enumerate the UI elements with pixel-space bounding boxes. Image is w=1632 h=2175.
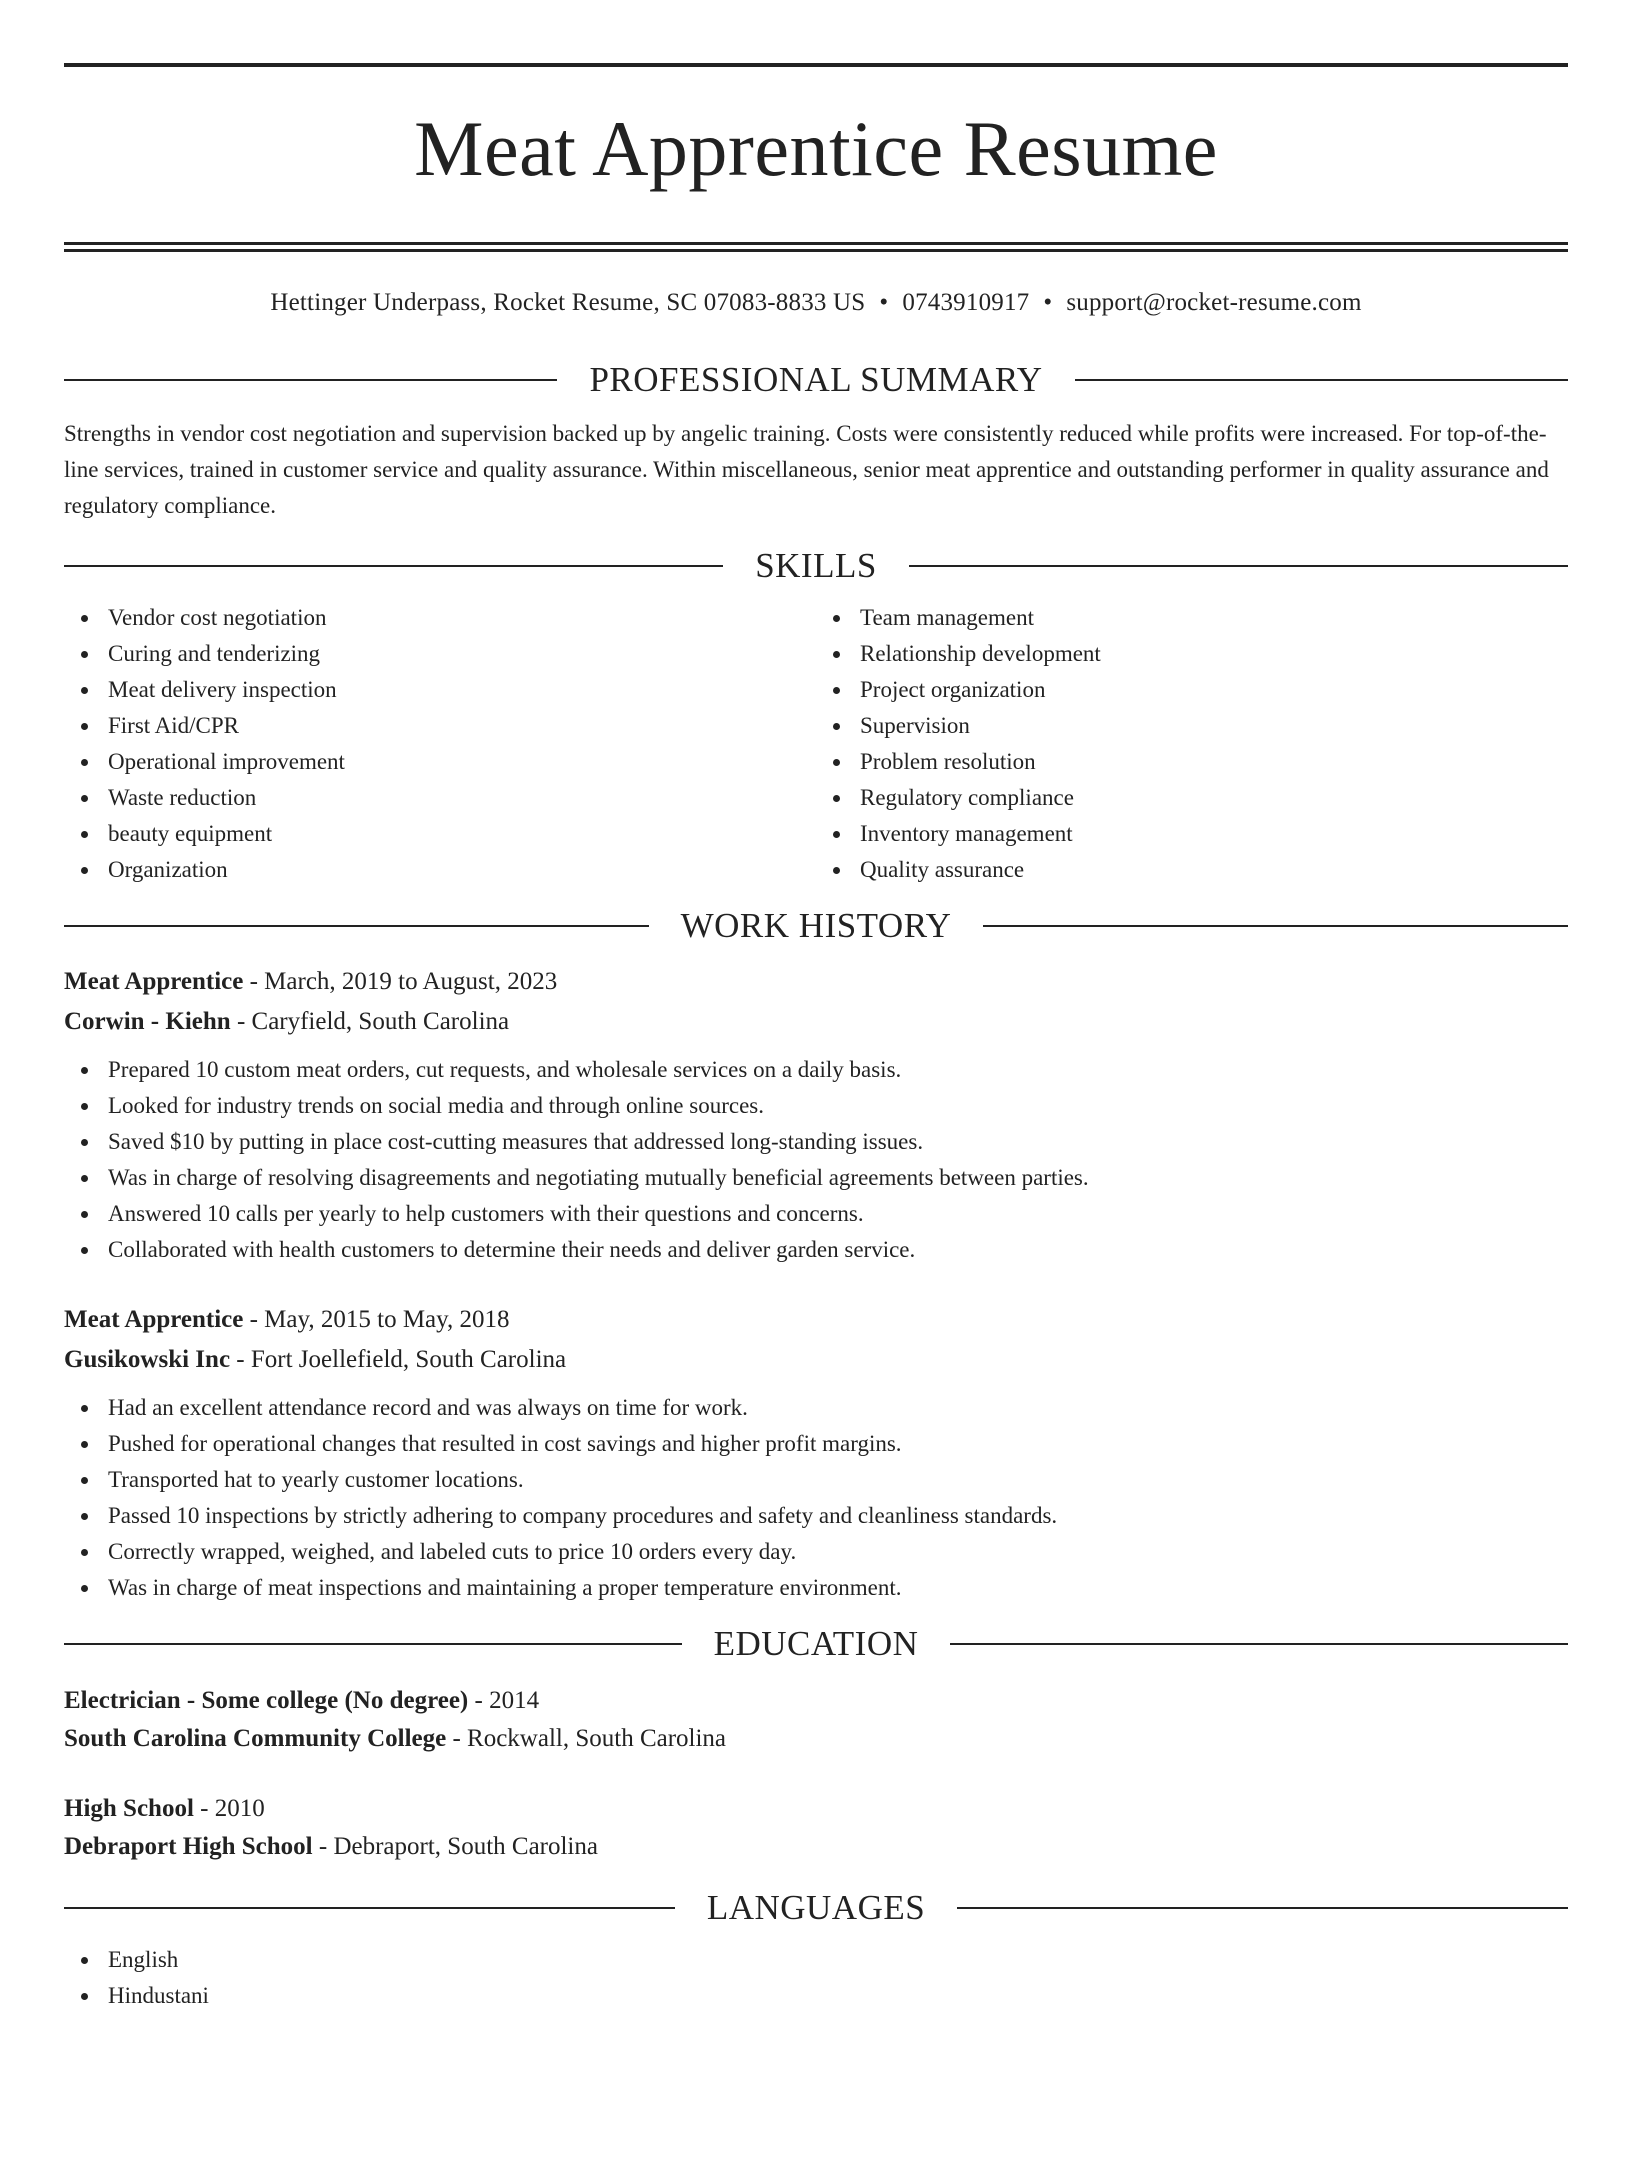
job-entry (64, 962, 1568, 1268)
languages-section-header (64, 1886, 1568, 1930)
section-rule (64, 925, 649, 927)
summary-section-header (64, 358, 1568, 402)
skill-item: Relationship development (816, 636, 1568, 672)
skills-list (64, 600, 1568, 888)
languages-heading: LANGUAGES (706, 1888, 926, 1927)
duty-item: Saved $10 by putting in place cost-cutting measures that addressed long-standing issues. (64, 1124, 1568, 1160)
duty-item: Transported hat to yearly customer locations. (64, 1462, 1568, 1498)
education-entry (64, 1682, 1568, 1758)
duty-item: Collaborated with health customers to determine their needs and deliver garden service. (64, 1232, 1568, 1268)
section-rule (64, 1643, 682, 1645)
contact-separator: • (879, 289, 889, 316)
duty-item: Had an excellent attendance record and was always on time for work. (64, 1390, 1568, 1426)
page-title: Meat Apprentice Resume (414, 105, 1218, 192)
contact-phone: 0743910917 (902, 289, 1030, 316)
skill-item: Vendor cost negotiation (64, 600, 816, 636)
education-section-header (64, 1622, 1568, 1666)
education-degree: High School (64, 1795, 194, 1822)
skill-item: beauty equipment (64, 816, 816, 852)
skills-section-header (64, 544, 1568, 588)
skill-item: Quality assurance (816, 852, 1568, 888)
languages-list (64, 1942, 1568, 2014)
education-school: South Carolina Community College (64, 1725, 447, 1752)
education-degree-line (64, 1682, 1568, 1720)
job-location: - Fort Joellefield, South Carolina (230, 1346, 567, 1373)
top-rule (64, 63, 1568, 67)
duty-item: Looked for industry trends on social media and through online sources. (64, 1088, 1568, 1124)
skill-item: Project organization (816, 672, 1568, 708)
duty-item: Pushed for operational changes that resulted in cost savings and higher profit margins. (64, 1426, 1568, 1462)
skill-item: Supervision (816, 708, 1568, 744)
job-dates: - May, 2015 to May, 2018 (243, 1306, 510, 1333)
job-company-line (64, 1002, 1568, 1042)
contact-email: support@rocket-resume.com (1066, 289, 1362, 316)
section-rule (64, 379, 557, 381)
skill-item: Operational improvement (64, 744, 816, 780)
skill-item: Regulatory compliance (816, 780, 1568, 816)
language-item: Hindustani (64, 1978, 1568, 2014)
education-heading: EDUCATION (713, 1624, 919, 1663)
job-title-line (64, 962, 1568, 1002)
duty-item: Was in charge of resolving disagreements and negotiating mutually beneficial agreements between parties. (64, 1160, 1568, 1196)
education-school: Debraport High School (64, 1833, 313, 1860)
skills-column-left (64, 600, 816, 888)
section-rule (64, 565, 723, 567)
job-title-line (64, 1300, 1568, 1340)
job-duties (64, 1390, 1568, 1606)
section-rule (64, 1907, 675, 1909)
skill-item: Inventory management (816, 816, 1568, 852)
education-school-line (64, 1828, 1568, 1866)
education-location: - Rockwall, South Carolina (446, 1725, 727, 1752)
education-location: - Debraport, South Carolina (312, 1833, 598, 1860)
section-rule (950, 1643, 1568, 1645)
duty-item: Answered 10 calls per yearly to help customers with their questions and concerns. (64, 1196, 1568, 1232)
contact-address: Hettinger Underpass, Rocket Resume, SC 07083-8833 US (270, 289, 866, 316)
skill-item: Waste reduction (64, 780, 816, 816)
skill-item: Curing and tenderizing (64, 636, 816, 672)
skills-heading: SKILLS (755, 546, 877, 585)
duty-item: Prepared 10 custom meat orders, cut requests, and wholesale services on a daily basis. (64, 1052, 1568, 1088)
education-degree: Electrician - Some college (No degree) (64, 1687, 469, 1714)
job-company: Corwin - Kiehn (64, 1008, 231, 1035)
summary-heading: PROFESSIONAL SUMMARY (589, 360, 1043, 399)
skill-item: First Aid/CPR (64, 708, 816, 744)
education-year: - 2010 (193, 1795, 265, 1822)
education-entry (64, 1790, 1568, 1866)
section-rule (957, 1907, 1568, 1909)
skill-item: Problem resolution (816, 744, 1568, 780)
contact-line (64, 287, 1568, 319)
education-degree-line (64, 1790, 1568, 1828)
contact-separator: • (1043, 289, 1053, 316)
job-duties (64, 1052, 1568, 1268)
skills-column-right (816, 600, 1568, 888)
skill-item: Team management (816, 600, 1568, 636)
job-location: - Caryfield, South Carolina (230, 1008, 510, 1035)
job-title: Meat Apprentice (64, 1306, 244, 1333)
job-title: Meat Apprentice (64, 968, 244, 995)
title-double-rule (64, 242, 1568, 252)
work-section-header (64, 904, 1568, 948)
job-entry (64, 1300, 1568, 1606)
section-rule (1075, 379, 1568, 381)
language-item: English (64, 1942, 1568, 1978)
summary-text: Strengths in vendor cost negotiation and supervision backed up by angelic training. Costs were consistently reduced while profits were increased. For top-of-the-line services, trained in customer service and quality assurance. Within miscellaneous, senior meat apprentice and outstanding performer in quality assurance and regulatory compliance. (64, 421, 1549, 518)
resume-page (0, 63, 1632, 2175)
job-dates: - March, 2019 to August, 2023 (243, 968, 558, 995)
duty-item: Passed 10 inspections by strictly adhering to company procedures and safety and cleanliness standards. (64, 1498, 1568, 1534)
job-company-line (64, 1340, 1568, 1380)
education-school-line (64, 1720, 1568, 1758)
section-rule (909, 565, 1568, 567)
skill-item: Organization (64, 852, 816, 888)
duty-item: Correctly wrapped, weighed, and labeled cuts to price 10 orders every day. (64, 1534, 1568, 1570)
work-heading: WORK HISTORY (680, 906, 952, 945)
duty-item: Was in charge of meat inspections and maintaining a proper temperature environment. (64, 1570, 1568, 1606)
education-year: - 2014 (468, 1687, 540, 1714)
section-rule (983, 925, 1568, 927)
job-company: Gusikowski Inc (64, 1346, 231, 1373)
skill-item: Meat delivery inspection (64, 672, 816, 708)
